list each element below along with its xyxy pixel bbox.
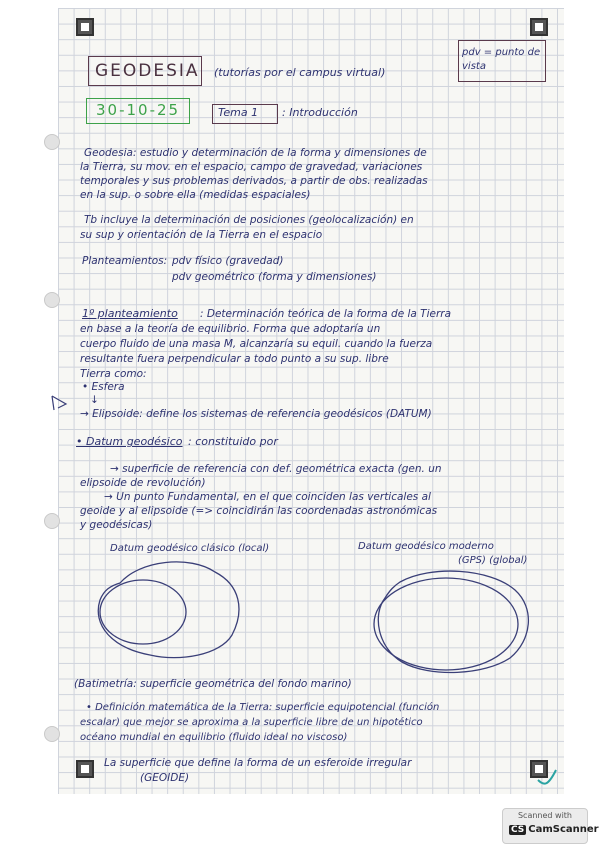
text-line: Tb incluye la determinación de posiciones (geolocalización) en	[84, 214, 414, 226]
text-line: en la sup. o sobre ella (medidas espaciales)	[80, 189, 311, 201]
text-line: temporales y sus problemas derivados, a partir de obs. realizadas	[80, 175, 428, 187]
text-line: → superficie de referencia con def. geométrica exacta (gen. un	[110, 463, 442, 475]
list-item-ellipsoid: → Elipsoide: define los sistemas de referencia geodésicos (DATUM)	[80, 408, 432, 420]
text-line: Tierra como:	[80, 368, 147, 380]
text-line: su sup y orientación de la Tierra en el espacio	[80, 229, 323, 241]
geoid-term: (GEOIDE)	[140, 772, 190, 784]
watermark-caption: Scanned with	[517, 811, 573, 820]
page-title: GEODESIA	[95, 61, 200, 81]
diagram-label-local: Datum geodésico clásico (local)	[110, 543, 270, 554]
text-line: la Tierra, su mov. en el espacio, campo de gravedad, variaciones	[80, 161, 423, 173]
topic-title: : Introducción	[282, 106, 358, 119]
text-line: Geodesia: estudio y determinación de la forma y dimensiones de	[84, 147, 427, 159]
text-line: • Definición matemática de la Tierra: superficie equipotencial (función	[86, 702, 440, 713]
text-line: geoide y al elipsoide (=> coincidirán las coordenadas astronómicas	[80, 505, 438, 517]
text-line: y geodésicas)	[80, 519, 153, 531]
camscanner-logo-icon: CS	[511, 825, 525, 835]
text-line: en base a la teoría de equilibrio. Forma que adoptaría un	[80, 323, 381, 335]
text-line: escalar) que mejor se aproxima a la superficie libre de un hipotético	[80, 717, 423, 728]
geoid-conclusion: La superficie que define la forma de un esferoide irregular	[104, 757, 412, 769]
section-heading-rest: : constituido por	[188, 435, 278, 448]
side-note: pdv = punto de vista	[462, 47, 541, 72]
geoid-outline-global	[378, 571, 528, 672]
text-line: elipsoide de revolución)	[80, 477, 206, 489]
date: 30-10-25	[96, 101, 181, 119]
geoid-outline-local	[98, 562, 239, 658]
text-line: : Determinación teórica de la forma de la Tierra	[200, 308, 452, 320]
bathymetry-note: (Batimetría: superficie geométrica del fondo marino)	[74, 678, 352, 690]
ellipsoid-outline-global	[374, 578, 518, 670]
approach-physical: pdv físico (gravedad)	[172, 255, 284, 267]
section-heading: • Datum geodésico	[76, 435, 183, 448]
section-heading: 1º planteamiento	[82, 307, 178, 320]
text-line: resultante fuera perpendicular a todo punto a su sup. libre	[80, 353, 389, 365]
subtitle: (tutorías por el campus virtual)	[214, 66, 386, 79]
topic-label: Tema 1	[218, 106, 259, 119]
diagram-label-global-2: (GPS) (global)	[458, 555, 528, 566]
approaches-label: Planteamientos:	[82, 255, 168, 267]
margin-arrow-icon	[52, 396, 66, 410]
check-mark-icon	[538, 770, 556, 784]
watermark-brand-name: CamScanner	[528, 824, 599, 835]
text-line: cuerpo fluido de una masa M, alcanzaría su equil. cuando la fuerza	[80, 338, 433, 350]
text-line: océano mundial en equilibrio (fluido ideal no viscoso)	[80, 732, 348, 743]
diagram-label-global: Datum geodésico moderno	[358, 541, 494, 552]
arrow-down-icon: ↓	[90, 394, 99, 406]
approach-geometric: pdv geométrico (forma y dimensiones)	[172, 271, 377, 283]
scanner-watermark	[502, 808, 599, 844]
watermark-brand	[509, 824, 599, 835]
ellipsoid-outline-local	[100, 580, 186, 644]
text-line: → Un punto Fundamental, en el que coinciden las verticales al	[104, 491, 431, 503]
list-item-sphere: • Esfera	[82, 381, 125, 393]
